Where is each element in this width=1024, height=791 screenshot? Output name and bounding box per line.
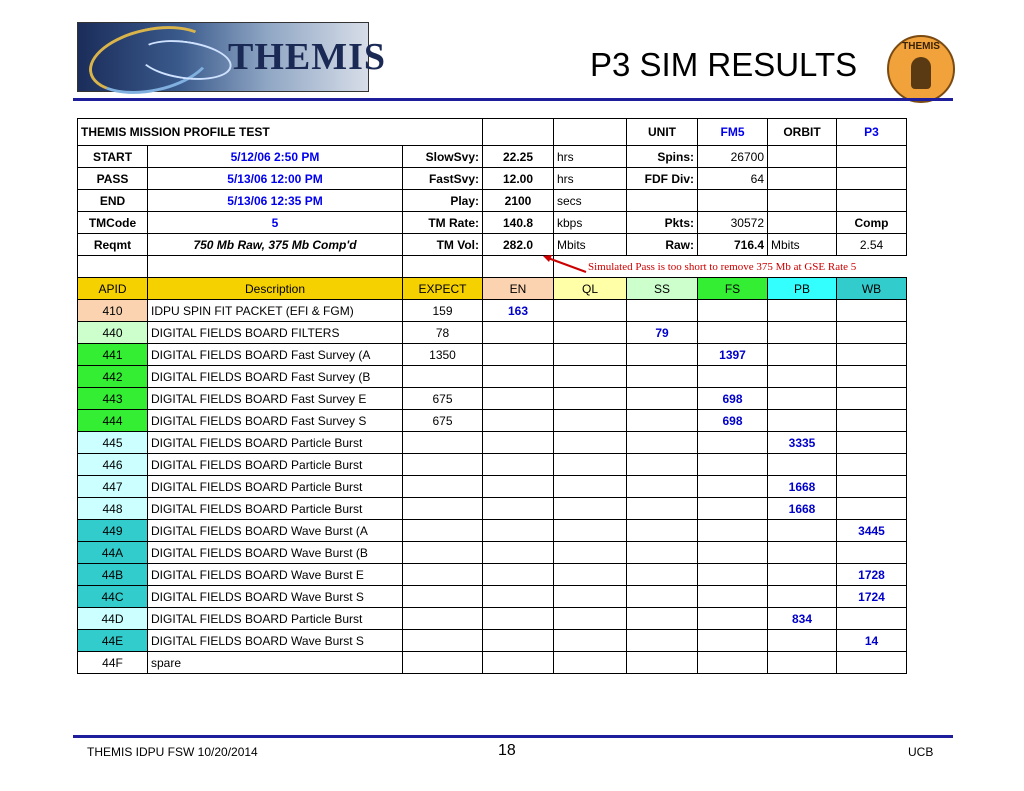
apid-cell: 44B [78,564,148,586]
expect-cell [403,542,483,564]
wb-cell [837,388,907,410]
table-row [78,608,907,630]
wb-cell [837,476,907,498]
col-header-ss: SS [627,278,698,300]
description-cell: spare [148,652,403,674]
ql-cell [554,366,627,388]
en-cell [483,608,554,630]
footer-left: THEMIS IDPU FSW 10/20/2014 [87,745,258,759]
description-cell: IDPU SPIN FIT PACKET (EFI & FGM) [148,300,403,322]
pb-cell [768,300,837,322]
fs-cell [698,300,768,322]
wb-cell: 1724 [837,586,907,608]
tmcode-label: TMCode [78,212,148,234]
column-header-row [78,278,907,300]
ss-cell [627,388,698,410]
end-value: 5/13/06 12:35 PM [148,190,403,212]
tmrate-label: TM Rate: [403,212,483,234]
expect-cell: 675 [403,388,483,410]
badge-text: THEMIS [902,41,940,52]
tmvol-unit: Mbits [554,234,627,256]
pb-cell [768,410,837,432]
col-header-fs: FS [698,278,768,300]
slowsvy-unit: hrs [554,146,627,168]
ss-cell [627,652,698,674]
table-row [78,520,907,542]
ql-cell [554,652,627,674]
fs-cell [698,366,768,388]
ss-cell [627,300,698,322]
ss-cell [627,630,698,652]
wb-cell [837,410,907,432]
pb-cell [768,366,837,388]
pass-value: 5/13/06 12:00 PM [148,168,403,190]
blank-cell [148,256,403,278]
table-row [78,630,907,652]
col-header-expect: EXPECT [403,278,483,300]
description-cell: DIGITAL FIELDS BOARD Particle Burst [148,432,403,454]
comp-label: Comp [837,212,907,234]
spins-value: 26700 [698,146,768,168]
blank-cell [78,256,148,278]
ql-cell [554,476,627,498]
en-cell [483,366,554,388]
en-cell [483,410,554,432]
expect-cell [403,564,483,586]
en-cell [483,630,554,652]
pass-row [78,168,907,190]
ss-cell [627,586,698,608]
pb-cell [768,586,837,608]
blank-cell [554,119,627,146]
wb-cell [837,498,907,520]
expect-cell [403,454,483,476]
ss-cell [627,608,698,630]
ql-cell [554,432,627,454]
en-cell [483,564,554,586]
expect-cell [403,608,483,630]
blank-cell [837,146,907,168]
blank-cell [768,190,837,212]
apid-cell: 448 [78,498,148,520]
en-cell [483,476,554,498]
description-cell: DIGITAL FIELDS BOARD Particle Burst [148,498,403,520]
page-number: 18 [498,742,516,759]
description-cell: DIGITAL FIELDS BOARD Fast Survey E [148,388,403,410]
fs-cell [698,652,768,674]
ql-cell [554,388,627,410]
en-cell [483,498,554,520]
wb-cell [837,542,907,564]
description-cell: DIGITAL FIELDS BOARD Fast Survey (B [148,366,403,388]
fastsvy-value: 12.00 [483,168,554,190]
description-cell: DIGITAL FIELDS BOARD Wave Burst S [148,586,403,608]
slowsvy-value: 22.25 [483,146,554,168]
apid-cell: 44F [78,652,148,674]
en-cell [483,432,554,454]
apid-cell: 444 [78,410,148,432]
end-row [78,190,907,212]
wb-cell: 3445 [837,520,907,542]
ql-cell [554,344,627,366]
orbit-label: ORBIT [768,119,837,146]
pb-cell [768,322,837,344]
apid-cell: 44E [78,630,148,652]
expect-cell [403,520,483,542]
expect-cell: 1350 [403,344,483,366]
header-rule [73,98,953,101]
apid-cell: 442 [78,366,148,388]
apid-cell: 410 [78,300,148,322]
raw-label: Raw: [627,234,698,256]
profile-table [77,118,907,674]
play-label: Play: [403,190,483,212]
expect-cell [403,630,483,652]
sim-note: Simulated Pass is too short to remove 375 Mb at GSE Rate 5 [588,261,857,273]
col-header-wb: WB [837,278,907,300]
wb-cell: 1728 [837,564,907,586]
ql-cell [554,520,627,542]
ql-cell [554,542,627,564]
ss-cell [627,454,698,476]
ss-cell [627,476,698,498]
note-arrow-icon [540,252,590,274]
expect-cell: 675 [403,410,483,432]
fs-cell [698,454,768,476]
fs-cell: 698 [698,410,768,432]
tmrate-value: 140.8 [483,212,554,234]
description-cell: DIGITAL FIELDS BOARD Fast Survey S [148,410,403,432]
pkts-value: 30572 [698,212,768,234]
ss-cell [627,366,698,388]
pb-cell [768,454,837,476]
pb-cell [768,520,837,542]
expect-cell [403,652,483,674]
expect-cell: 159 [403,300,483,322]
description-cell: DIGITAL FIELDS BOARD Fast Survey (A [148,344,403,366]
wb-cell [837,300,907,322]
description-cell: DIGITAL FIELDS BOARD Wave Burst (A [148,520,403,542]
ql-cell [554,300,627,322]
table-row [78,542,907,564]
tmvol-label: TM Vol: [403,234,483,256]
ql-cell [554,410,627,432]
raw-unit: Mbits [768,234,837,256]
fs-cell [698,322,768,344]
pkts-label: Pkts: [627,212,698,234]
logo-text: THEMIS [228,36,387,78]
apid-table-body [78,300,907,674]
blank-cell [698,190,768,212]
orbit-value: P3 [837,119,907,146]
fastsvy-unit: hrs [554,168,627,190]
description-cell: DIGITAL FIELDS BOARD Wave Burst E [148,564,403,586]
badge-figure [911,57,931,89]
pb-cell [768,542,837,564]
expect-cell [403,586,483,608]
wb-cell [837,322,907,344]
table-row [78,564,907,586]
slowsvy-label: SlowSvy: [403,146,483,168]
en-cell [483,388,554,410]
expect-cell [403,498,483,520]
fs-cell [698,630,768,652]
end-label: END [78,190,148,212]
apid-cell: 440 [78,322,148,344]
en-cell [483,344,554,366]
table-row [78,410,907,432]
wb-cell [837,432,907,454]
ql-cell [554,608,627,630]
wb-cell [837,366,907,388]
spins-label: Spins: [627,146,698,168]
en-cell [483,454,554,476]
ss-cell [627,520,698,542]
apid-cell: 447 [78,476,148,498]
fdfdiv-label: FDF Div: [627,168,698,190]
description-cell: DIGITAL FIELDS BOARD Particle Burst [148,476,403,498]
ss-cell: 79 [627,322,698,344]
fs-cell [698,542,768,564]
expect-cell [403,432,483,454]
play-unit: secs [554,190,627,212]
raw-value [698,234,768,256]
col-header-pb: PB [768,278,837,300]
pb-cell [768,344,837,366]
blank-cell [483,119,554,146]
footer-rule [73,735,953,738]
ql-cell [554,586,627,608]
unit-value: FM5 [698,119,768,146]
table-row [78,454,907,476]
fs-cell: 1397 [698,344,768,366]
description-cell: DIGITAL FIELDS BOARD Wave Burst (B [148,542,403,564]
ss-cell [627,344,698,366]
blank-cell [768,168,837,190]
tmrate-unit: kbps [554,212,627,234]
ss-cell [627,564,698,586]
page-title: P3 SIM RESULTS [590,46,858,83]
profile-title: THEMIS MISSION PROFILE TEST [78,119,483,146]
raw-number: 716.4 [733,237,764,252]
table-row [78,652,907,674]
blank-cell [768,146,837,168]
reqmt-row [78,234,907,256]
table-row [78,586,907,608]
start-value: 5/12/06 2:50 PM [148,146,403,168]
fs-cell [698,432,768,454]
en-cell [483,520,554,542]
col-header-ql: QL [554,278,627,300]
ql-cell [554,454,627,476]
ql-cell [554,322,627,344]
en-cell: 163 [483,300,554,322]
description-cell: DIGITAL FIELDS BOARD Particle Burst [148,608,403,630]
apid-cell: 44A [78,542,148,564]
fs-cell [698,498,768,520]
table-row [78,498,907,520]
fs-cell [698,520,768,542]
ql-cell [554,498,627,520]
apid-cell: 445 [78,432,148,454]
reqmt-label: Reqmt [78,234,148,256]
ql-cell [554,564,627,586]
table-row [78,300,907,322]
pb-cell [768,564,837,586]
tmcode-value: 5 [148,212,403,234]
description-cell: DIGITAL FIELDS BOARD FILTERS [148,322,403,344]
pb-cell [768,652,837,674]
pb-cell: 834 [768,608,837,630]
expect-cell: 78 [403,322,483,344]
table-row [78,476,907,498]
fs-cell [698,586,768,608]
col-header-description: Description [148,278,403,300]
comp-value: 2.54 [837,234,907,256]
footer-right: UCB [908,745,934,759]
profile-title-row [78,119,907,146]
wb-cell: 14 [837,630,907,652]
play-value: 2100 [483,190,554,212]
blank-cell [837,190,907,212]
fs-cell [698,608,768,630]
wb-cell [837,454,907,476]
pb-cell: 1668 [768,498,837,520]
fs-cell [698,564,768,586]
col-header-en: EN [483,278,554,300]
description-cell: DIGITAL FIELDS BOARD Particle Burst [148,454,403,476]
en-cell [483,586,554,608]
pass-label: PASS [78,168,148,190]
fs-cell [698,476,768,498]
table-row [78,344,907,366]
pb-cell: 3335 [768,432,837,454]
fdfdiv-value: 64 [698,168,768,190]
ql-cell [554,630,627,652]
tmcode-row [78,212,907,234]
en-cell [483,652,554,674]
pb-cell [768,388,837,410]
table-row [78,432,907,454]
ss-cell [627,498,698,520]
unit-label: UNIT [627,119,698,146]
pb-cell: 1668 [768,476,837,498]
apid-cell: 443 [78,388,148,410]
apid-cell: 441 [78,344,148,366]
start-row [78,146,907,168]
en-cell [483,542,554,564]
apid-cell: 449 [78,520,148,542]
apid-cell: 44C [78,586,148,608]
blank-cell [627,190,698,212]
description-cell: DIGITAL FIELDS BOARD Wave Burst S [148,630,403,652]
blank-cell [403,256,483,278]
themis-logo [77,22,387,92]
ss-cell [627,542,698,564]
apid-cell: 44D [78,608,148,630]
ss-cell [627,432,698,454]
en-cell [483,322,554,344]
start-label: START [78,146,148,168]
expect-cell [403,366,483,388]
expect-cell [403,476,483,498]
table-row [78,322,907,344]
reqmt-value: 750 Mb Raw, 375 Mb Comp'd [148,234,403,256]
tmvol-value: 282.0 [483,234,554,256]
col-header-apid: APID [78,278,148,300]
blank-cell [768,212,837,234]
themis-badge-icon [887,35,955,103]
pb-cell [768,630,837,652]
blank-cell [837,168,907,190]
fs-cell: 698 [698,388,768,410]
table-row [78,366,907,388]
apid-cell: 446 [78,454,148,476]
wb-cell [837,608,907,630]
wb-cell [837,652,907,674]
ss-cell [627,410,698,432]
wb-cell [837,344,907,366]
table-row [78,388,907,410]
fastsvy-label: FastSvy: [403,168,483,190]
